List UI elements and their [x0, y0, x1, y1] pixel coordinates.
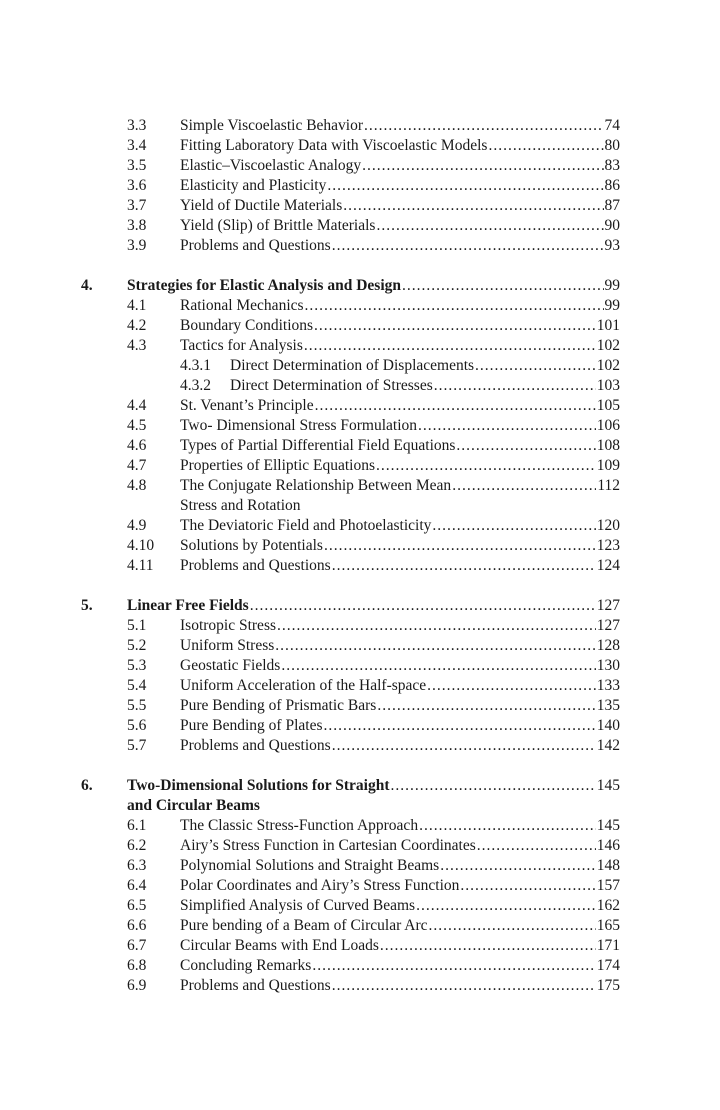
dot-leader [452, 476, 596, 496]
chapter-number: 6. [81, 777, 93, 794]
section-number: 4.3 [127, 337, 147, 354]
page-number: 145 [596, 777, 620, 794]
section-number: 4.4 [127, 397, 147, 414]
dot-leader [362, 156, 603, 176]
dot-leader [377, 696, 595, 716]
section-title: Tactics for Analysis [180, 337, 303, 354]
dot-leader [324, 716, 596, 736]
dot-leader [477, 836, 596, 856]
dot-leader [324, 536, 596, 556]
section-number: 3.7 [127, 197, 147, 214]
section-number: 3.6 [127, 177, 147, 194]
toc-entry [0, 176, 720, 196]
section-number: 4.6 [127, 437, 147, 454]
section-title: Uniform Stress [180, 637, 275, 654]
section-title: Isotropic Stress [180, 617, 277, 634]
page-number: 171 [596, 937, 620, 954]
toc-entry [0, 196, 720, 216]
page-number: 140 [596, 717, 620, 734]
section-number: 4.11 [127, 557, 154, 574]
page-number: 83 [604, 157, 620, 174]
section-title: Types of Partial Differential Field Equations [180, 437, 456, 454]
section-title: Circular Beams with End Loads [180, 937, 379, 954]
section-title: St. Venant’s Principle [180, 397, 314, 414]
toc-entry [0, 116, 720, 136]
dot-leader [488, 136, 603, 156]
toc-entry [0, 436, 720, 456]
page-number: 101 [596, 317, 620, 334]
section-title: The Deviatoric Field and Photoelasticity [180, 517, 432, 534]
page-number: 109 [596, 457, 620, 474]
dot-leader [312, 956, 595, 976]
page-number: 128 [596, 637, 620, 654]
toc-chapter-continuation [0, 796, 720, 816]
toc-entry [0, 876, 720, 896]
section-title: Problems and Questions [180, 977, 331, 994]
page-number: 108 [596, 437, 620, 454]
section-number: 6.6 [127, 917, 147, 934]
section-number: 4.1 [127, 297, 147, 314]
toc-entry [0, 736, 720, 756]
page-number: 102 [596, 337, 620, 354]
page-number: 74 [604, 117, 620, 134]
section-title: The Conjugate Relationship Between Mean [180, 477, 452, 494]
dot-leader [332, 736, 596, 756]
section-title: Airy’s Stress Function in Cartesian Coordinates [180, 837, 476, 854]
section-number: 3.3 [127, 117, 147, 134]
section-number: 5.6 [127, 717, 147, 734]
section-number: 6.4 [127, 877, 147, 894]
page-number: 142 [596, 737, 620, 754]
section-title: Problems and Questions [180, 237, 331, 254]
dot-leader [314, 316, 596, 336]
section-number: 4.9 [127, 517, 147, 534]
toc-entry [0, 416, 720, 436]
section-number: 6.8 [127, 957, 147, 974]
page-number: 99 [604, 277, 620, 294]
toc-subentry [0, 376, 720, 396]
section-title: Yield of Ductile Materials [180, 197, 343, 214]
section-number: 6.7 [127, 937, 147, 954]
page-number: 86 [604, 177, 620, 194]
section-number: 5.1 [127, 617, 147, 634]
toc-entry [0, 616, 720, 636]
page-number: 123 [596, 537, 620, 554]
toc-entry [0, 156, 720, 176]
section-title: Uniform Acceleration of the Half-space [180, 677, 427, 694]
toc-entry [0, 836, 720, 856]
subsection-title: Direct Determination of Stresses [230, 377, 433, 394]
section-number: 4.2 [127, 317, 147, 334]
section-title: Simple Viscoelastic Behavior [180, 117, 364, 134]
subsection-number: 4.3.2 [180, 377, 211, 394]
toc-entry [0, 136, 720, 156]
section-title: Rational Mechanics [180, 297, 304, 314]
page-number: 105 [596, 397, 620, 414]
section-title: Boundary Conditions [180, 317, 314, 334]
chapter-title: Linear Free Fields [127, 597, 249, 614]
section-number: 4.7 [127, 457, 147, 474]
section-number: 5.7 [127, 737, 147, 754]
section-title: Properties of Elliptic Equations [180, 457, 376, 474]
page-number: 157 [596, 877, 620, 894]
toc-entry [0, 956, 720, 976]
page-number: 106 [596, 417, 620, 434]
dot-leader [402, 276, 604, 296]
section-title: Polynomial Solutions and Straight Beams [180, 857, 440, 874]
dot-leader [434, 376, 596, 396]
page-number: 120 [596, 517, 620, 534]
section-title: Elastic–Viscoelastic Analogy [180, 157, 362, 174]
toc-entry [0, 516, 720, 536]
toc-chapter [0, 596, 720, 616]
page-number: 133 [596, 677, 620, 694]
toc-entry [0, 396, 720, 416]
dot-leader [432, 516, 595, 536]
dot-leader [275, 636, 595, 656]
dot-leader [460, 876, 595, 896]
page-number: 90 [604, 217, 620, 234]
chapter-title: Two-Dimensional Solutions for Straight [127, 777, 390, 794]
section-title: Problems and Questions [180, 557, 331, 574]
toc-entry [0, 216, 720, 236]
toc-entry [0, 476, 720, 496]
dot-leader [332, 236, 604, 256]
toc-entry [0, 976, 720, 996]
toc-entry [0, 816, 720, 836]
page-number: 87 [604, 197, 620, 214]
page-number: 145 [596, 817, 620, 834]
section-title: Pure Bending of Plates [180, 717, 323, 734]
dot-leader [281, 656, 595, 676]
toc-subentry [0, 356, 720, 376]
toc-entry [0, 856, 720, 876]
dot-leader [277, 616, 596, 636]
page-number: 162 [596, 897, 620, 914]
chapter-number: 5. [81, 597, 93, 614]
dot-leader [364, 116, 603, 136]
toc-chapter [0, 776, 720, 796]
section-title: Pure bending of a Beam of Circular Arc [180, 917, 428, 934]
toc-entry [0, 716, 720, 736]
subsection-title: Direct Determination of Displacements [230, 357, 475, 374]
section-number: 3.9 [127, 237, 147, 254]
dot-leader [250, 596, 596, 616]
section-number: 6.3 [127, 857, 147, 874]
toc-entry [0, 636, 720, 656]
section-number: 3.4 [127, 137, 147, 154]
dot-leader [327, 176, 603, 196]
section-number: 5.2 [127, 637, 147, 654]
section-title-continuation: Stress and Rotation [180, 497, 301, 514]
toc-chapter [0, 276, 720, 296]
section-title: Fitting Laboratory Data with Viscoelastic Models [180, 137, 488, 154]
section-number: 3.5 [127, 157, 147, 174]
toc-entry-continuation [0, 496, 720, 516]
section-number: 4.5 [127, 417, 147, 434]
dot-leader [418, 416, 596, 436]
chapter-title: Strategies for Elastic Analysis and Design [127, 277, 401, 294]
toc-entry [0, 896, 720, 916]
dot-leader [429, 916, 596, 936]
section-number: 6.5 [127, 897, 147, 914]
page-number: 103 [596, 377, 620, 394]
section-number: 5.4 [127, 677, 147, 694]
page-number: 165 [596, 917, 620, 934]
section-title: Elasticity and Plasticity [180, 177, 327, 194]
toc-entry [0, 936, 720, 956]
page-number: 146 [596, 837, 620, 854]
dot-leader [376, 216, 603, 236]
page-number: 175 [596, 977, 620, 994]
dot-leader [456, 436, 595, 456]
page-number: 135 [596, 697, 620, 714]
section-title: Solutions by Potentials [180, 537, 323, 554]
page-number: 174 [596, 957, 620, 974]
dot-leader [440, 856, 596, 876]
page-number: 102 [596, 357, 620, 374]
page-number: 127 [596, 597, 620, 614]
chapter-title-continuation: and Circular Beams [127, 797, 260, 814]
dot-leader [315, 396, 596, 416]
toc-entry [0, 696, 720, 716]
section-number: 4.10 [127, 537, 155, 554]
toc-entry [0, 916, 720, 936]
page-number: 127 [596, 617, 620, 634]
toc-entry [0, 236, 720, 256]
toc-entry [0, 536, 720, 556]
toc-entry [0, 316, 720, 336]
section-number: 4.8 [127, 477, 147, 494]
section-title: Geostatic Fields [180, 657, 281, 674]
page-number: 93 [604, 237, 620, 254]
dot-leader [343, 196, 603, 216]
toc-entry [0, 676, 720, 696]
page-number: 124 [596, 557, 620, 574]
dot-leader [380, 936, 596, 956]
toc-entry [0, 296, 720, 316]
toc-entry [0, 456, 720, 476]
subsection-number: 4.3.1 [180, 357, 211, 374]
section-title: Problems and Questions [180, 737, 331, 754]
toc-entry [0, 336, 720, 356]
page-number: 99 [604, 297, 620, 314]
dot-leader [332, 976, 596, 996]
section-title: The Classic Stress-Function Approach [180, 817, 419, 834]
page-number: 130 [596, 657, 620, 674]
page-number: 148 [596, 857, 620, 874]
section-number: 5.5 [127, 697, 147, 714]
section-title: Polar Coordinates and Airy’s Stress Function [180, 877, 460, 894]
section-number: 5.3 [127, 657, 147, 674]
chapter-number: 4. [81, 277, 93, 294]
dot-leader [376, 456, 596, 476]
dot-leader [416, 896, 596, 916]
section-number: 6.2 [127, 837, 147, 854]
page-number: 80 [604, 137, 620, 154]
dot-leader [419, 816, 596, 836]
section-title: Pure Bending of Prismatic Bars [180, 697, 377, 714]
section-title: Simplified Analysis of Curved Beams [180, 897, 416, 914]
dot-leader [305, 296, 604, 316]
toc-entry [0, 656, 720, 676]
dot-leader [427, 676, 596, 696]
dot-leader [304, 336, 596, 356]
section-number: 6.9 [127, 977, 147, 994]
page-number: 112 [597, 477, 620, 494]
section-number: 6.1 [127, 817, 147, 834]
dot-leader [475, 356, 596, 376]
section-title: Concluding Remarks [180, 957, 312, 974]
section-title: Yield (Slip) of Brittle Materials [180, 217, 376, 234]
section-number: 3.8 [127, 217, 147, 234]
section-title: Two- Dimensional Stress Formulation [180, 417, 417, 434]
dot-leader [332, 556, 596, 576]
dot-leader [391, 776, 596, 796]
toc-entry [0, 556, 720, 576]
